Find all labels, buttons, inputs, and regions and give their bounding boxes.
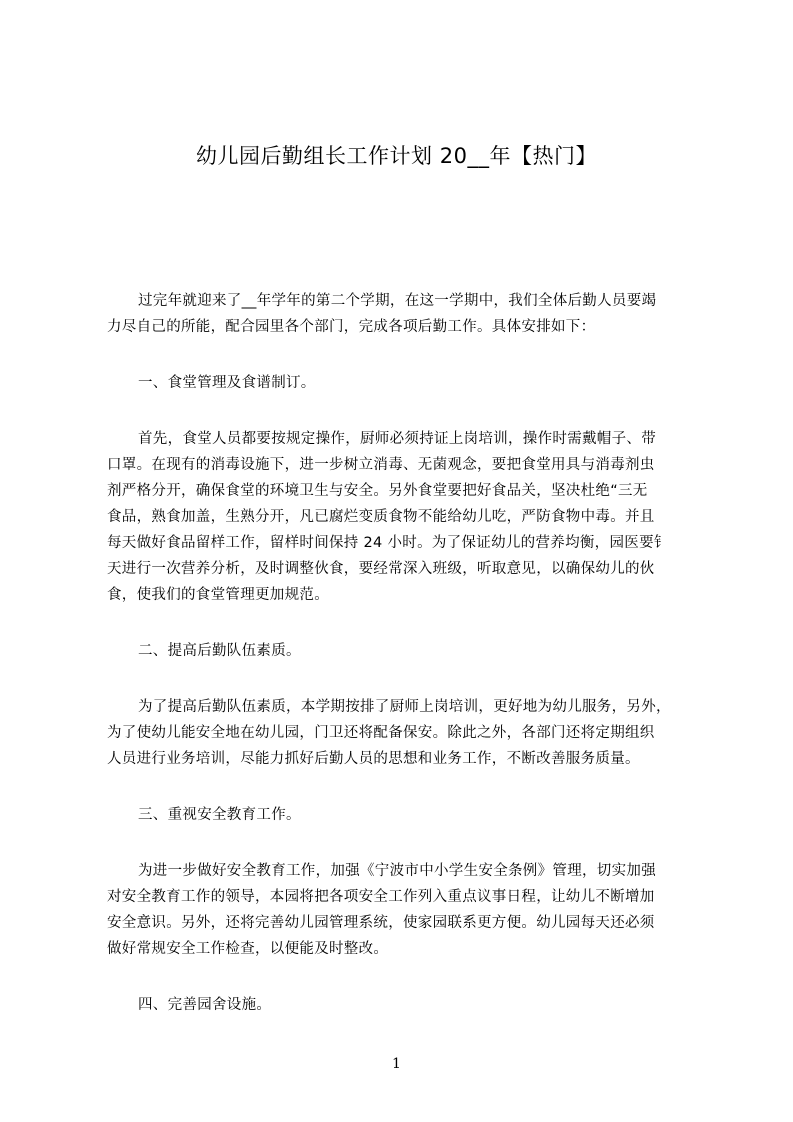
paragraph-line: 剂严格分开，确保食堂的环境卫生与安全。另外食堂要把好食品关，坚决杜绝“三无 <box>107 483 648 499</box>
paragraph-line: 食品，熟食加盖，生熟分开，凡已腐烂变质食物不能给幼儿吃，严防食物中毒。并且 <box>107 509 655 525</box>
section-paragraph <box>107 426 699 608</box>
section-heading: 四、完善园舍设施。 <box>138 997 272 1013</box>
paragraph-line: 安全意识。另外，还将完善幼儿园管理系统，使家园联系更方便。幼儿园每天还必须 <box>107 915 655 931</box>
document-title: 幼儿园后勤组长工作计划 20__年【热门】 <box>196 144 597 168</box>
paragraph-line: 过完年就迎来了__年学年的第二个学期，在这一学期中，我们全体后勤人员要竭 <box>138 293 657 309</box>
paragraph-line: 食，使我们的食堂管理更加规范。 <box>107 587 329 603</box>
paragraph-line: 首先，食堂人员都要按规定操作，厨师必须持证上岗培训，操作时需戴帽子、带 <box>138 431 656 447</box>
paragraph-line: 口罩。在现有的消毒设施下，进一步树立消毒、无菌观念，要把食堂用具与消毒剂虫 <box>107 457 655 473</box>
paragraph-line: 力尽自己的所能，配合园里各个部门，完成各项后勤工作。具体安排如下： <box>107 319 596 335</box>
paragraph-line: 天进行一次营养分析，及时调整伙食，要经常深入班级，听取意见，以确保幼儿的伙 <box>107 561 655 577</box>
paragraph-line: 每天做好食品留样工作，留样时间保持 24 小时。为了保证幼儿的营养均衡，园医要钅 <box>107 535 669 551</box>
section-heading: 三、重视安全教育工作。 <box>138 807 301 823</box>
paragraph-line: 人员进行业务培训，尽能力抓好后勤人员的思想和业务工作，不断改善服务质量。 <box>107 751 640 767</box>
paragraph-line: 为了提高后勤队伍素质，本学期按排了厨师上岗培训，更好地为幼儿服务，另外， <box>138 699 671 715</box>
document-body <box>107 288 699 1018</box>
section-paragraph <box>107 858 699 962</box>
page-number: 1 <box>392 1056 401 1072</box>
section-paragraph <box>107 694 699 772</box>
paragraph-line: 对安全教育工作的领导，本园将把各项安全工作列入重点议事日程，让幼儿不断增加 <box>107 889 655 905</box>
section-heading: 二、提高后勤队伍素质。 <box>138 643 301 659</box>
paragraph-line: 为进一步做好安全教育工作，加强《宁波市中小学生安全条例》管理，切实加强 <box>138 863 656 879</box>
paragraph-line: 做好常规安全工作检查，以便能及时整改。 <box>107 941 389 957</box>
paragraph-line: 为了使幼儿能安全地在幼儿园，门卫还将配备保安。除此之外，各部门还将定期组织 <box>107 725 655 741</box>
intro-paragraph <box>107 288 699 340</box>
section-heading: 一、食堂管理及食谱制订。 <box>138 375 316 391</box>
